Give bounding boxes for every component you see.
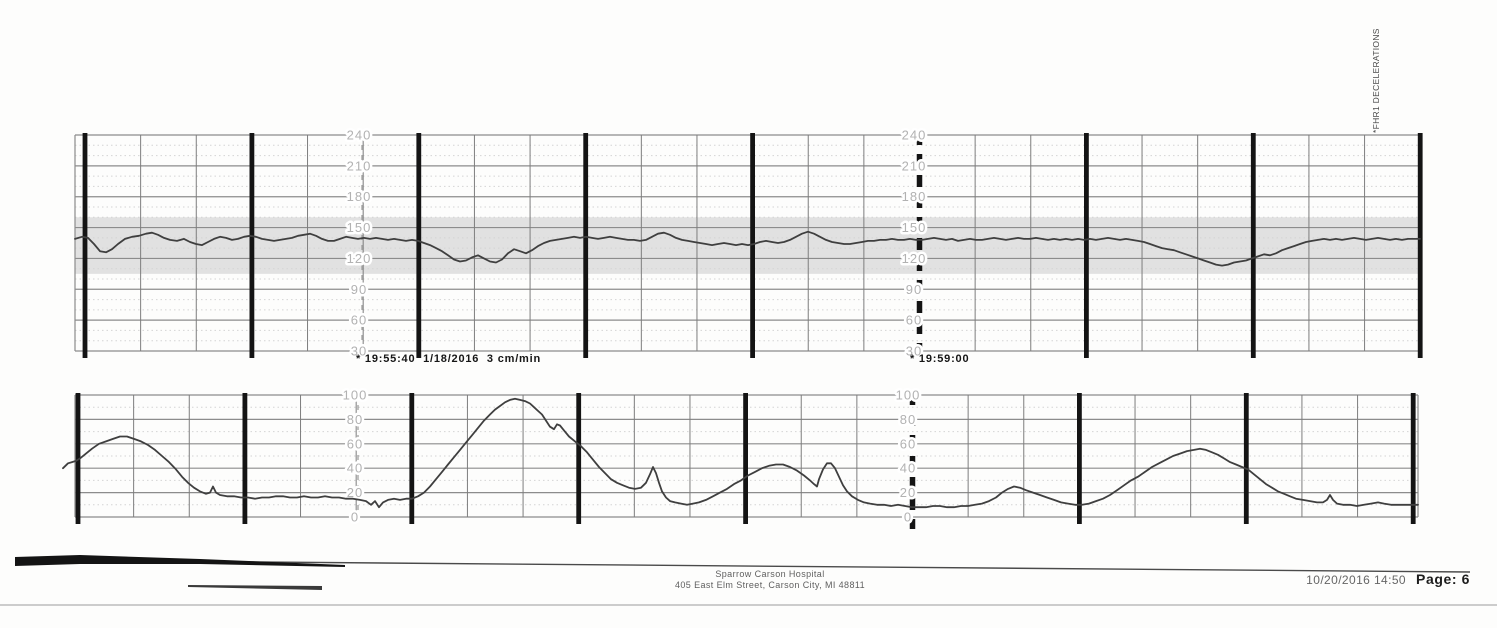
artifact-small-streak xyxy=(188,585,322,590)
ua-tick-label: 40 xyxy=(346,460,364,476)
ua-tick-label: 20 xyxy=(899,485,917,501)
ua-tick-label: 100 xyxy=(895,387,921,403)
fhr-tick-label: 30 xyxy=(905,343,923,359)
fhr-tick-label: 150 xyxy=(901,220,927,236)
time-annotation-start: * 19:55:40 1/18/2016 3 cm/min xyxy=(356,353,542,365)
fhr-tick-label: 90 xyxy=(905,281,923,297)
fhr-tick-label: 180 xyxy=(901,189,927,205)
fhr-tick-label: 240 xyxy=(346,127,372,143)
ua-tick-label: 20 xyxy=(346,485,364,501)
ua-tick-label: 60 xyxy=(899,436,917,452)
fhr-tick-label: 30 xyxy=(350,343,368,359)
ua-tick-label: 80 xyxy=(346,411,364,427)
ua-tick-label: 40 xyxy=(899,460,917,476)
print-datetime: 10/20/2016 14:50 xyxy=(1306,573,1406,587)
page-number: Page: 6 xyxy=(1416,571,1470,587)
fhr-tick-label: 90 xyxy=(350,281,368,297)
fhr-tick-label: 180 xyxy=(346,189,372,205)
footer-print-info xyxy=(1306,571,1470,587)
fhr-tick-label: 240 xyxy=(901,127,927,143)
fhr-tick-label: 120 xyxy=(901,250,927,266)
ua-tick-label: 60 xyxy=(346,436,364,452)
ua-tick-label: 80 xyxy=(899,411,917,427)
ua-tick-label: 0 xyxy=(903,509,913,525)
ua-tick-label: 0 xyxy=(350,509,360,525)
time-annotation-mid: * 19:59:00 xyxy=(910,353,970,365)
hospital-address: 405 East Elm Street, Carson City, MI 48811 xyxy=(674,580,866,591)
fhr-panel xyxy=(75,128,1421,364)
channel-label-fhr-decelerations: *FHR1 DECELERATIONS xyxy=(1371,28,1381,133)
fhr-tick-label: 150 xyxy=(346,220,372,236)
artifact-thick-streak xyxy=(15,555,345,567)
footer-hospital xyxy=(560,569,980,592)
fhr-tick-label: 60 xyxy=(905,312,923,328)
ua-tick-label: 100 xyxy=(342,387,368,403)
ua-panel xyxy=(63,388,1418,530)
fhr-tick-label: 120 xyxy=(346,250,372,266)
fhr-tick-label: 210 xyxy=(901,158,927,174)
hospital-name: Sparrow Carson Hospital xyxy=(715,569,825,579)
fhr-tick-label: 210 xyxy=(346,158,372,174)
fhr-tick-label: 60 xyxy=(350,312,368,328)
ua-trace xyxy=(63,399,1418,508)
